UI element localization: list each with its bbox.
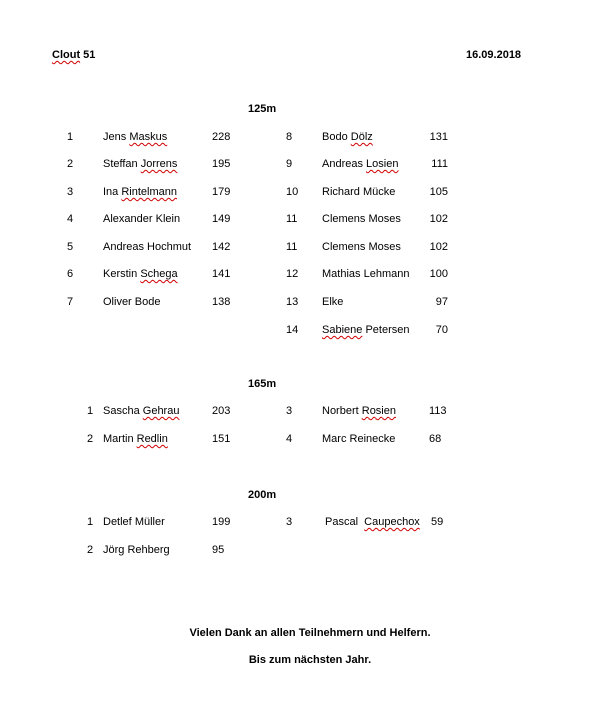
score: 228 xyxy=(212,131,231,143)
thanks-message: Vielen Dank an allen Teilnehmern und Helfern. xyxy=(189,627,431,639)
rank: 2 xyxy=(87,433,94,445)
athlete-name: Andreas Losien xyxy=(322,158,399,170)
athlete-name: Elke xyxy=(322,296,344,308)
score: 138 xyxy=(212,296,231,308)
rank: 9 xyxy=(286,158,293,170)
section-title-165m: 165m xyxy=(248,378,277,390)
rank: 1 xyxy=(87,516,94,528)
athlete-name: Sascha Gehrau xyxy=(103,405,180,417)
rank: 2 xyxy=(87,544,94,556)
athlete-name: Sabiene Petersen xyxy=(322,324,410,336)
score: 203 xyxy=(212,405,231,417)
score: 97 xyxy=(435,296,448,308)
rank: 10 xyxy=(286,186,299,198)
athlete-name: Norbert Rosien xyxy=(322,405,396,417)
rank: 2 xyxy=(67,158,74,170)
rank: 13 xyxy=(286,296,299,308)
athlete-name: Clemens Moses xyxy=(322,213,401,225)
rank: 1 xyxy=(87,405,94,417)
section-title-200m: 200m xyxy=(248,489,277,501)
athlete-name: Marc Reinecke xyxy=(322,433,396,445)
farewell-message: Bis zum nächsten Jahr. xyxy=(248,654,372,666)
rank: 4 xyxy=(67,213,74,225)
rank: 11 xyxy=(286,241,298,253)
athlete-name: Bodo Dölz xyxy=(322,131,373,143)
score: 151 xyxy=(212,433,231,445)
rank: 6 xyxy=(67,268,74,280)
event-name: Clout xyxy=(52,49,81,61)
athlete-name: Mathias Lehmann xyxy=(322,268,410,280)
athlete-name: Ina Rintelmann xyxy=(103,186,177,198)
rank: 11 xyxy=(286,213,298,225)
score: 100 xyxy=(429,268,448,280)
athlete-name: Jörg Rehberg xyxy=(103,544,170,556)
score: 111 xyxy=(431,158,448,170)
event-number: 51 xyxy=(83,49,96,61)
score: 141 xyxy=(212,268,231,280)
rank: 3 xyxy=(286,405,293,417)
score: 149 xyxy=(212,213,231,225)
rank: 5 xyxy=(67,241,74,253)
score: 195 xyxy=(212,158,231,170)
rank: 3 xyxy=(67,186,74,198)
score: 68 xyxy=(429,433,442,445)
athlete-name: Clemens Moses xyxy=(322,241,401,253)
athlete-name: Alexander Klein xyxy=(103,213,181,225)
rank: 12 xyxy=(286,268,299,280)
athlete-name: Andreas Hochmut xyxy=(103,241,192,253)
athlete-name: Oliver Bode xyxy=(103,296,161,308)
athlete-name: Richard Mücke xyxy=(322,186,396,198)
rank: 8 xyxy=(286,131,293,143)
athlete-name: Detlef Müller xyxy=(103,516,165,528)
athlete-name: Kerstin Schega xyxy=(103,268,178,280)
score: 142 xyxy=(212,241,231,253)
score: 199 xyxy=(212,516,231,528)
rank: 1 xyxy=(67,131,74,143)
rank: 7 xyxy=(67,296,74,308)
rank: 3 xyxy=(286,516,293,528)
score: 113 xyxy=(429,405,447,417)
score: 102 xyxy=(429,213,448,225)
score: 179 xyxy=(212,186,231,198)
athlete-name: Jens Maskus xyxy=(103,131,168,143)
event-date: 16.09.2018 xyxy=(466,49,522,61)
rank: 4 xyxy=(286,433,293,445)
score: 59 xyxy=(431,516,444,528)
event-title xyxy=(52,49,95,62)
score: 95 xyxy=(212,544,225,556)
score: 105 xyxy=(429,186,448,198)
rank: 14 xyxy=(286,324,299,336)
score: 70 xyxy=(435,324,448,336)
athlete-name: Steffan Jorrens xyxy=(103,158,178,170)
score: 131 xyxy=(429,131,448,143)
athlete-name: Martin Redlin xyxy=(103,433,168,445)
athlete-name: Pascal Caupechox xyxy=(325,516,420,528)
score: 102 xyxy=(429,241,448,253)
section-title-125m: 125m xyxy=(248,103,277,115)
